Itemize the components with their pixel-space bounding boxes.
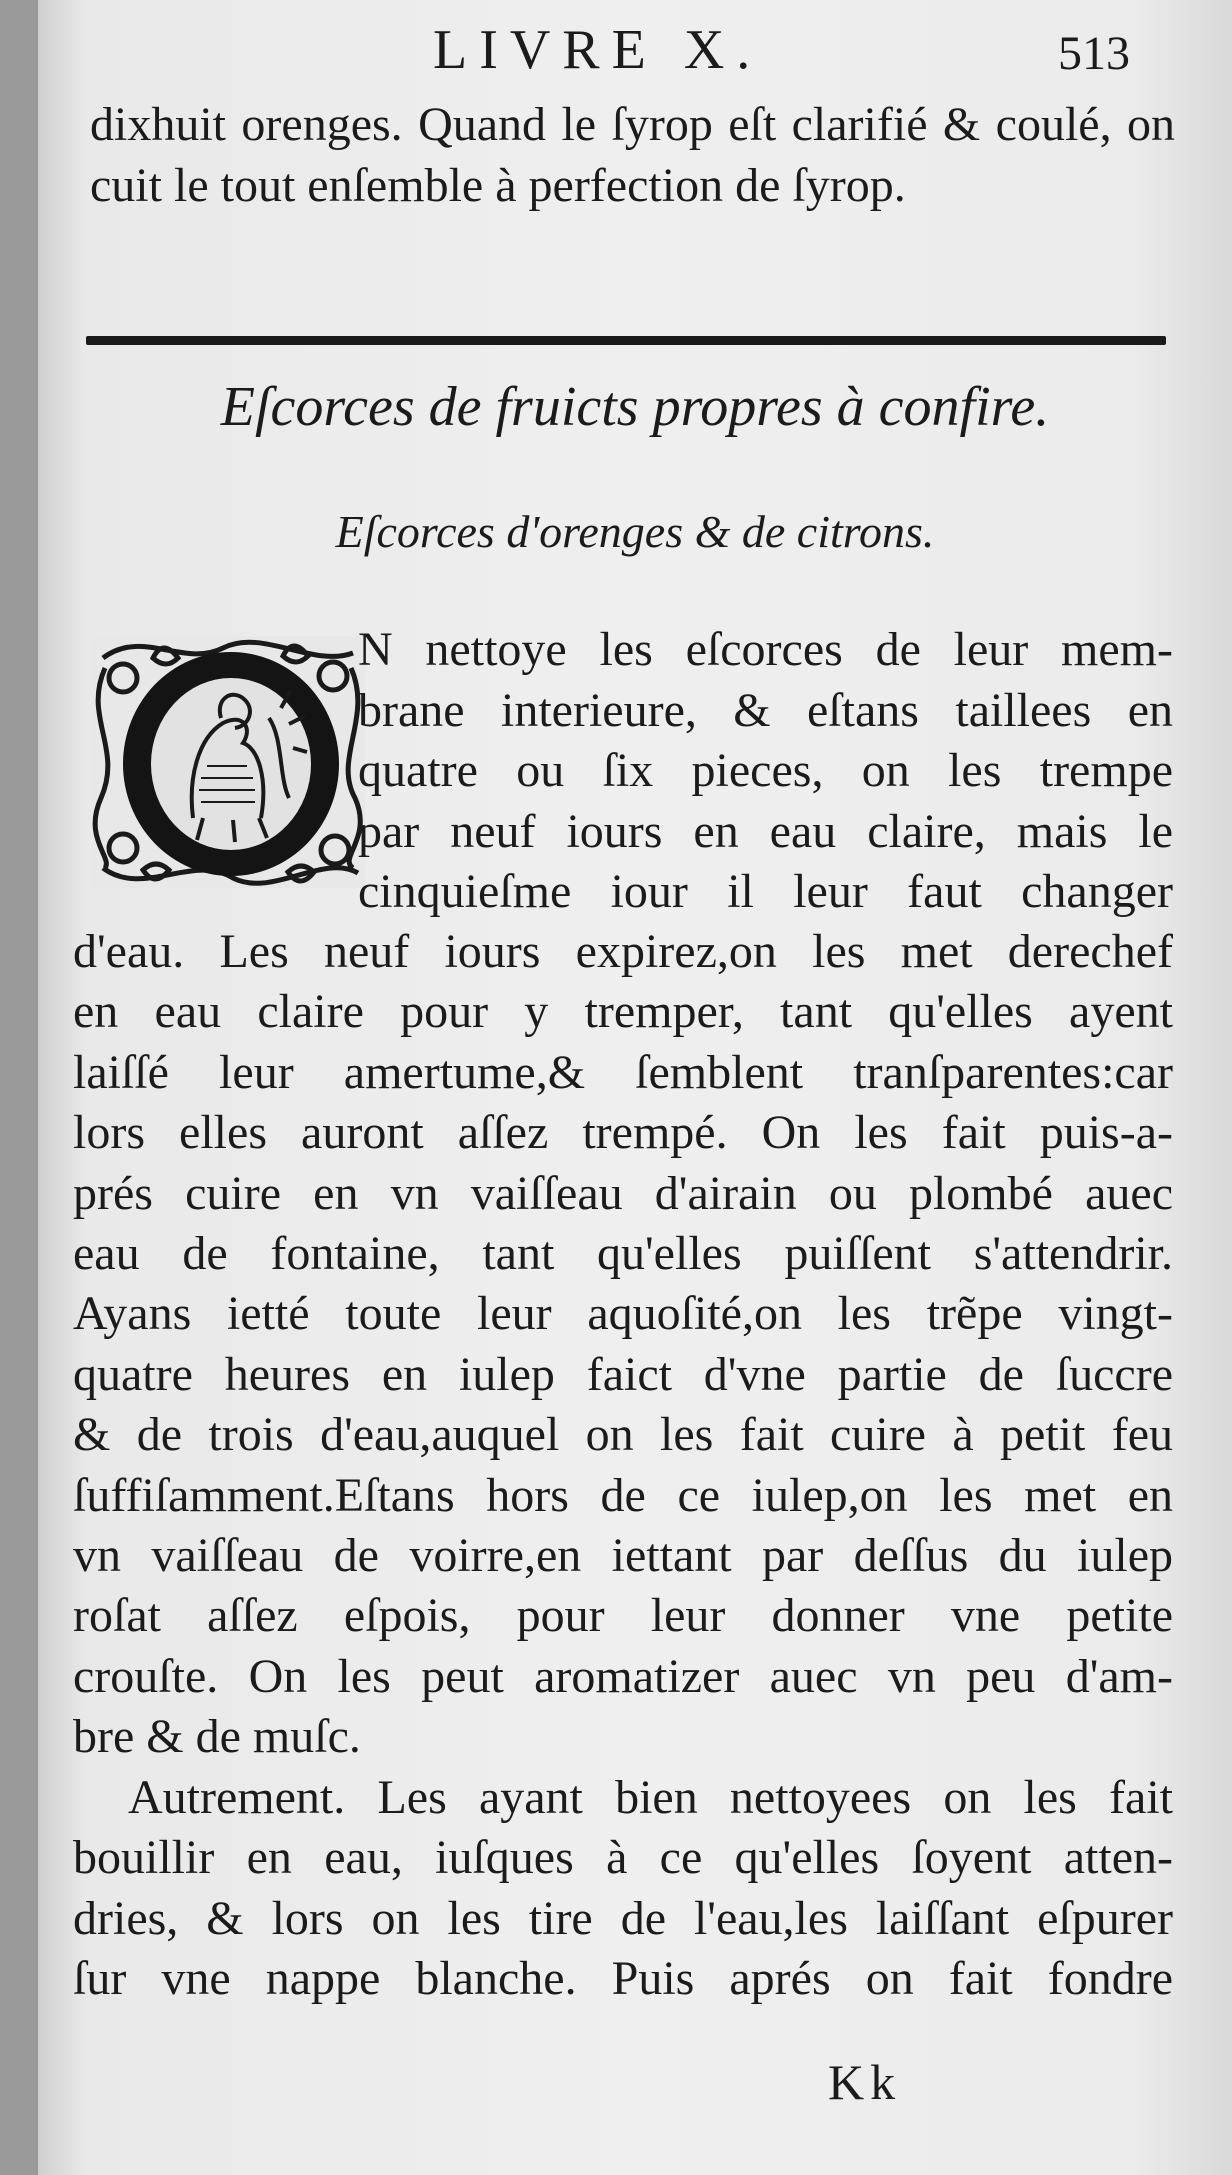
- section-divider: [86, 336, 1166, 345]
- running-head-title: LIVRE X.: [433, 19, 763, 81]
- text-line: en eau claire pour y tremper, tant qu'elles ayent: [73, 985, 1173, 1039]
- text-line: ſur vne nappe blanche. Puis aprés on fait fondre: [73, 1951, 1173, 2005]
- text-line: prés cuire en vn vaiſſeau d'airain ou plombé auec: [73, 1166, 1173, 1220]
- section-heading: Eſcorces de fruicts propres à confire.: [220, 376, 1050, 438]
- text-line: eau de fontaine, tant qu'elles puiſſent s'attendrir.: [73, 1227, 1173, 1281]
- text-line: par neuf iours en eau claire, mais le: [358, 804, 1173, 858]
- text-line: Autrement. Les ayant bien nettoyees on les fait: [128, 1770, 1173, 1824]
- signature-mark: Kk: [828, 2054, 902, 2110]
- text-line: cinquieſme iour il leur faut changer: [358, 865, 1173, 918]
- running-head: [38, 18, 1232, 88]
- text-line: bre & de muſc.: [73, 1710, 361, 1764]
- text-line: roſat aſſez eſpois, pour leur donner vne petite: [73, 1589, 1173, 1643]
- text-line: N nettoye les eſcorces de leur mem-: [358, 623, 1173, 676]
- text-line: d'eau. Les neuf iours expirez,on les met derechef: [73, 925, 1173, 978]
- text-line: ſuffiſamment.Eſtans hors de ce iulep,on les met en: [73, 1468, 1173, 1522]
- text-line: quatre ou ſix pieces, on les trempe: [358, 744, 1173, 797]
- ornamental-initial: [83, 628, 373, 896]
- dropcap-paragraph-lines: [358, 620, 1173, 923]
- text-line: crouſte. On les peut aromatizer auec vn peu d'am-: [73, 1649, 1173, 1703]
- sub-heading: Eſcorces d'orenges & de citrons.: [335, 506, 935, 557]
- main-paragraph: [73, 922, 1173, 2009]
- text-line: laiſſé leur amertume,& ſemblent tranſparentes:car: [73, 1045, 1173, 1099]
- top-paragraph: dixhuit orenges. Quand le ſyrop eſt clarifié & coulé, on cuit le tout enſemble à perfection de ſyrop.: [90, 98, 1175, 212]
- text-line: quatre heures en iulep faict d'vne partie de ſuccre: [73, 1347, 1173, 1401]
- text-line: brane interieure, & eſtans taillees en: [358, 683, 1173, 737]
- book-page: [38, 0, 1232, 2175]
- text-line: dries, & lors on les tire de l'eau,les laiſſant eſpurer: [73, 1891, 1173, 1945]
- ornamental-initial-o-icon: [83, 628, 373, 896]
- text-line: & de trois d'eau,auquel on les fait cuire à petit feu: [73, 1408, 1173, 1462]
- page-number: 513: [1058, 27, 1130, 80]
- text-line: lors elles auront aſſez trempé. On les fait puis-a-: [73, 1106, 1173, 1160]
- text-line: vn vaiſſeau de voirre,en iettant par deſſus du iulep: [73, 1529, 1173, 1583]
- text-line: bouillir en eau, iuſques à ce qu'elles ſoyent atten-: [73, 1831, 1173, 1885]
- text-line: Ayans ietté toute leur aquoſité,on les trẽpe vingt-: [73, 1287, 1173, 1341]
